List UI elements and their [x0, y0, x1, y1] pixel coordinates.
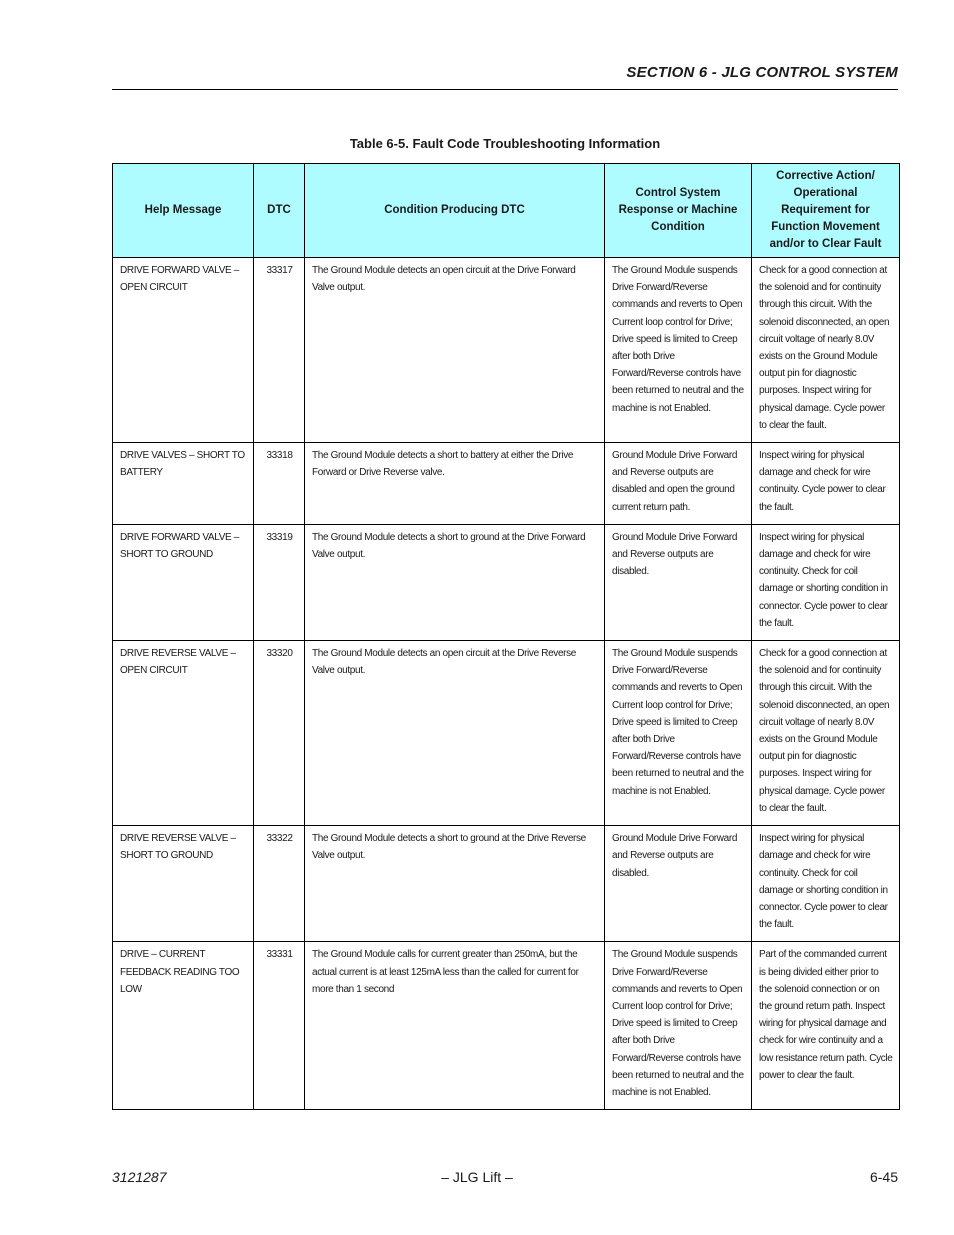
dtc-cell: 33319 — [254, 524, 305, 640]
col-header-condition: Condition Producing DTC — [305, 164, 605, 258]
help-message-cell: DRIVE FORWARD VALVE – SHORT TO GROUND — [113, 524, 254, 640]
col-header-response: Control System Response or Machine Condition — [605, 164, 752, 258]
condition-cell: The Ground Module detects an open circuit at the Drive Reverse Valve output. — [305, 641, 605, 826]
condition-cell: The Ground Module detects a short to battery at either the Drive Forward or Drive Reverse valve. — [305, 443, 605, 525]
header-rule — [112, 89, 898, 90]
col-header-corrective-action: Corrective Action/ Operational Requirement for Function Movement and/or to Clear Fault — [752, 164, 900, 258]
response-cell: The Ground Module suspends Drive Forward/Reverse commands and reverts to Open Current loop control for Drive; Drive speed is limited to Creep after both Drive Forward/Reverse controls have been returned to neutral and the machine is not Enabled. — [605, 942, 752, 1110]
response-cell: The Ground Module suspends Drive Forward/Reverse commands and reverts to Open Current loop control for Drive; Drive speed is limited to Creep after both Drive Forward/Reverse controls have been returned to neutral and the machine is not Enabled. — [605, 641, 752, 826]
doc-number: 3121287 — [112, 1169, 167, 1185]
corrective-action-cell: Check for a good connection at the solenoid and for continuity through this circuit. With the solenoid disconnected, an open circuit voltage of nearly 8.0V exists on the Ground Module output pin for diagnostic purposes. Inspect wiring for physical damage. Cycle power to clear the fault. — [752, 641, 900, 826]
table-row — [113, 826, 900, 942]
corrective-action-cell: Inspect wiring for physical damage and check for wire continuity. Check for coil damage or shorting condition in connector. Cycle power to clear the fault. — [752, 826, 900, 942]
help-message-cell: DRIVE REVERSE VALVE – SHORT TO GROUND — [113, 826, 254, 942]
table-row — [113, 641, 900, 826]
table-row — [113, 942, 900, 1110]
table-row — [113, 443, 900, 525]
condition-cell: The Ground Module calls for current greater than 250mA, but the actual current is at least 125mA less than the called for current for more than 1 second — [305, 942, 605, 1110]
corrective-action-cell: Part of the commanded current is being divided either prior to the solenoid connection or on the ground return path. Inspect wiring for physical damage and check for wire continuity and a low resistance return path. Cycle power to clear the fault. — [752, 942, 900, 1110]
condition-cell: The Ground Module detects a short to ground at the Drive Forward Valve output. — [305, 524, 605, 640]
response-cell: Ground Module Drive Forward and Reverse outputs are disabled and open the ground current return path. — [605, 443, 752, 525]
response-cell: Ground Module Drive Forward and Reverse outputs are disabled. — [605, 826, 752, 942]
dtc-cell: 33318 — [254, 443, 305, 525]
table-row — [113, 524, 900, 640]
table-row — [113, 258, 900, 443]
response-cell: Ground Module Drive Forward and Reverse outputs are disabled. — [605, 524, 752, 640]
help-message-cell: DRIVE VALVES – SHORT TO BATTERY — [113, 443, 254, 525]
fault-code-table — [112, 163, 900, 1110]
corrective-action-cell: Check for a good connection at the solenoid and for continuity through this circuit. With the solenoid disconnected, an open circuit voltage of nearly 8.0V exists on the Ground Module output pin for diagnostic purposes. Inspect wiring for physical damage. Cycle power to clear the fault. — [752, 258, 900, 443]
col-header-help-message: Help Message — [113, 164, 254, 258]
section-title: SECTION 6 - JLG CONTROL SYSTEM — [626, 64, 898, 81]
corrective-action-cell: Inspect wiring for physical damage and check for wire continuity. Cycle power to clear the fault. — [752, 443, 900, 525]
response-cell: The Ground Module suspends Drive Forward/Reverse commands and reverts to Open Current loop control for Drive; Drive speed is limited to Creep after both Drive Forward/Reverse controls have been returned to neutral and the machine is not Enabled. — [605, 258, 752, 443]
col-header-dtc: DTC — [254, 164, 305, 258]
dtc-cell: 33317 — [254, 258, 305, 443]
dtc-cell: 33320 — [254, 641, 305, 826]
dtc-cell: 33331 — [254, 942, 305, 1110]
help-message-cell: DRIVE FORWARD VALVE – OPEN CIRCUIT — [113, 258, 254, 443]
condition-cell: The Ground Module detects a short to ground at the Drive Reverse Valve output. — [305, 826, 605, 942]
help-message-cell: DRIVE REVERSE VALVE – OPEN CIRCUIT — [113, 641, 254, 826]
corrective-action-cell: Inspect wiring for physical damage and check for wire continuity. Check for coil damage or shorting condition in connector. Cycle power to clear the fault. — [752, 524, 900, 640]
page-number: 6-45 — [869, 1169, 898, 1185]
table-caption: Table 6-5. Fault Code Troubleshooting Information — [349, 136, 661, 151]
table-header-row — [113, 164, 900, 258]
help-message-cell: DRIVE – CURRENT FEEDBACK READING TOO LOW — [113, 942, 254, 1110]
footer-brand: – JLG Lift – — [441, 1169, 513, 1185]
dtc-cell: 33322 — [254, 826, 305, 942]
condition-cell: The Ground Module detects an open circuit at the Drive Forward Valve output. — [305, 258, 605, 443]
